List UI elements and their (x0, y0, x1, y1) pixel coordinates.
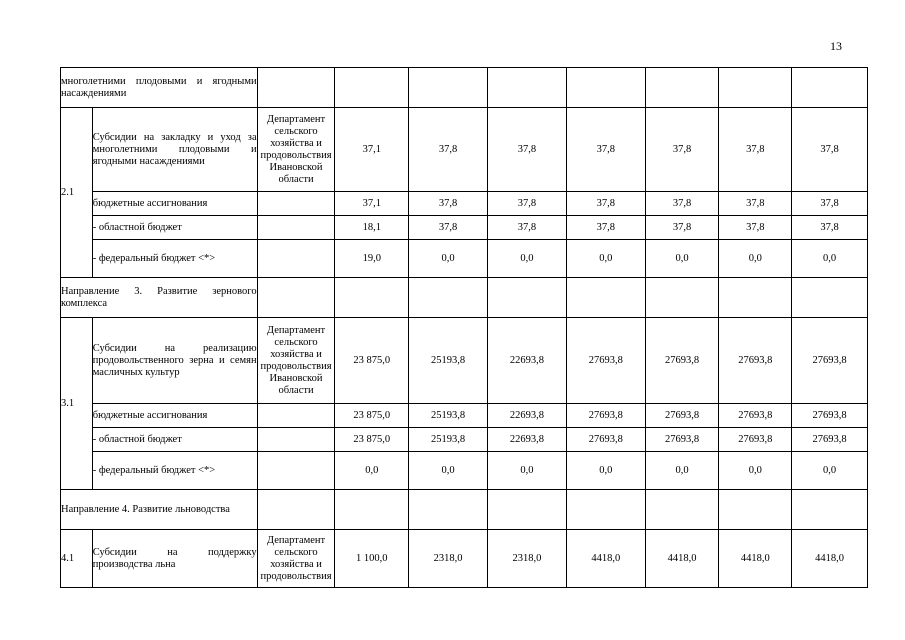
row-name-continued: многолетними плодовыми и ягодными насаждениями (61, 68, 258, 108)
value-cell: 37,1 (335, 192, 409, 216)
value-cell: 37,8 (719, 192, 792, 216)
value-cell: 37,8 (566, 216, 645, 240)
value-cell: 27693,8 (719, 318, 792, 404)
executor-cell: Департамент сельского хозяйства и продовольствия (257, 530, 335, 588)
value-cell: 27693,8 (645, 404, 719, 428)
value-cell: 0,0 (335, 452, 409, 490)
table-row (61, 278, 868, 318)
executor-cell (257, 490, 335, 530)
executor-cell (257, 404, 335, 428)
funding-source: - федеральный бюджет <*> (92, 240, 257, 278)
value-cell (719, 490, 792, 530)
value-cell: 37,8 (566, 192, 645, 216)
value-cell (719, 278, 792, 318)
value-cell: 27693,8 (719, 428, 792, 452)
value-cell: 2318,0 (488, 530, 567, 588)
value-cell: 37,8 (719, 216, 792, 240)
value-cell: 0,0 (488, 452, 567, 490)
value-cell: 4418,0 (792, 530, 868, 588)
value-cell (792, 68, 868, 108)
value-cell: 0,0 (792, 452, 868, 490)
value-cell: 37,1 (335, 108, 409, 192)
value-cell (335, 278, 409, 318)
executor-cell (257, 216, 335, 240)
table-body (61, 68, 868, 588)
value-cell: 27693,8 (792, 428, 868, 452)
value-cell: 0,0 (409, 452, 488, 490)
executor-cell (257, 452, 335, 490)
table-row (61, 490, 868, 530)
value-cell: 4418,0 (719, 530, 792, 588)
value-cell: 22693,8 (488, 404, 567, 428)
value-cell: 0,0 (645, 452, 719, 490)
executor-cell (257, 192, 335, 216)
value-cell: 27693,8 (645, 318, 719, 404)
value-cell: 18,1 (335, 216, 409, 240)
row-code: 3.1 (61, 318, 93, 490)
value-cell: 4418,0 (645, 530, 719, 588)
value-cell (645, 278, 719, 318)
executor-cell: Департамент сельского хозяйства и продовольствия Ивановской области (257, 108, 335, 192)
value-cell: 37,8 (719, 108, 792, 192)
table-row (61, 318, 868, 404)
value-cell: 37,8 (488, 216, 567, 240)
table-row (61, 530, 868, 588)
value-cell: 0,0 (409, 240, 488, 278)
value-cell: 23 875,0 (335, 428, 409, 452)
table-row (61, 428, 868, 452)
table-row (61, 404, 868, 428)
value-cell: 27693,8 (645, 428, 719, 452)
value-cell: 25193,8 (409, 318, 488, 404)
value-cell: 19,0 (335, 240, 409, 278)
value-cell: 27693,8 (792, 404, 868, 428)
value-cell: 23 875,0 (335, 404, 409, 428)
value-cell: 27693,8 (566, 318, 645, 404)
value-cell (335, 490, 409, 530)
value-cell (719, 68, 792, 108)
executor-cell (257, 240, 335, 278)
section-heading: Направление 3. Развитие зернового комплекса (61, 278, 258, 318)
executor-cell (257, 68, 335, 108)
value-cell (488, 490, 567, 530)
budget-table (60, 67, 868, 588)
value-cell (566, 68, 645, 108)
value-cell: 0,0 (719, 240, 792, 278)
value-cell: 37,8 (792, 216, 868, 240)
value-cell (409, 68, 488, 108)
section-heading: Направление 4. Развитие льноводства (61, 490, 258, 530)
value-cell: 37,8 (409, 192, 488, 216)
value-cell: 37,8 (488, 108, 567, 192)
value-cell: 25193,8 (409, 428, 488, 452)
value-cell (488, 278, 567, 318)
value-cell: 37,8 (645, 192, 719, 216)
value-cell: 1 100,0 (335, 530, 409, 588)
value-cell (335, 68, 409, 108)
value-cell: 4418,0 (566, 530, 645, 588)
value-cell: 22693,8 (488, 428, 567, 452)
value-cell (409, 490, 488, 530)
executor-cell (257, 428, 335, 452)
value-cell: 37,8 (645, 216, 719, 240)
value-cell: 27693,8 (566, 404, 645, 428)
value-cell (645, 490, 719, 530)
value-cell: 27693,8 (566, 428, 645, 452)
value-cell: 37,8 (566, 108, 645, 192)
value-cell: 37,8 (645, 108, 719, 192)
value-cell: 27693,8 (792, 318, 868, 404)
value-cell: 27693,8 (719, 404, 792, 428)
executor-cell: Департамент сельского хозяйства и продовольствия Ивановской области (257, 318, 335, 404)
funding-source: - областной бюджет (92, 428, 257, 452)
table-row (61, 68, 868, 108)
value-cell: 0,0 (566, 240, 645, 278)
value-cell (566, 278, 645, 318)
value-cell: 0,0 (488, 240, 567, 278)
value-cell: 37,8 (488, 192, 567, 216)
value-cell (792, 278, 868, 318)
value-cell (645, 68, 719, 108)
value-cell: 0,0 (792, 240, 868, 278)
table-row (61, 452, 868, 490)
value-cell: 0,0 (645, 240, 719, 278)
funding-source: бюджетные ассигнования (92, 192, 257, 216)
table-row (61, 216, 868, 240)
measure-name: Субсидии на поддержку производства льна (92, 530, 257, 588)
value-cell: 25193,8 (409, 404, 488, 428)
value-cell: 0,0 (719, 452, 792, 490)
table-row (61, 240, 868, 278)
measure-name: Субсидии на закладку и уход за многолетними плодовыми и ягодными насаждениями (92, 108, 257, 192)
value-cell (409, 278, 488, 318)
value-cell: 37,8 (792, 192, 868, 216)
measure-name: Субсидии на реализацию продовольственного зерна и семян масличных культур (92, 318, 257, 404)
page-number: 13 (830, 39, 842, 53)
table-row (61, 192, 868, 216)
row-code: 4.1 (61, 530, 93, 588)
executor-cell (257, 278, 335, 318)
funding-source: - областной бюджет (92, 216, 257, 240)
value-cell: 22693,8 (488, 318, 567, 404)
funding-source: бюджетные ассигнования (92, 404, 257, 428)
value-cell: 23 875,0 (335, 318, 409, 404)
table-row (61, 108, 868, 192)
funding-source: - федеральный бюджет <*> (92, 452, 257, 490)
value-cell: 0,0 (566, 452, 645, 490)
value-cell (566, 490, 645, 530)
row-code: 2.1 (61, 108, 93, 278)
value-cell: 2318,0 (409, 530, 488, 588)
value-cell: 37,8 (409, 108, 488, 192)
value-cell (488, 68, 567, 108)
value-cell: 37,8 (409, 216, 488, 240)
value-cell: 37,8 (792, 108, 868, 192)
value-cell (792, 490, 868, 530)
